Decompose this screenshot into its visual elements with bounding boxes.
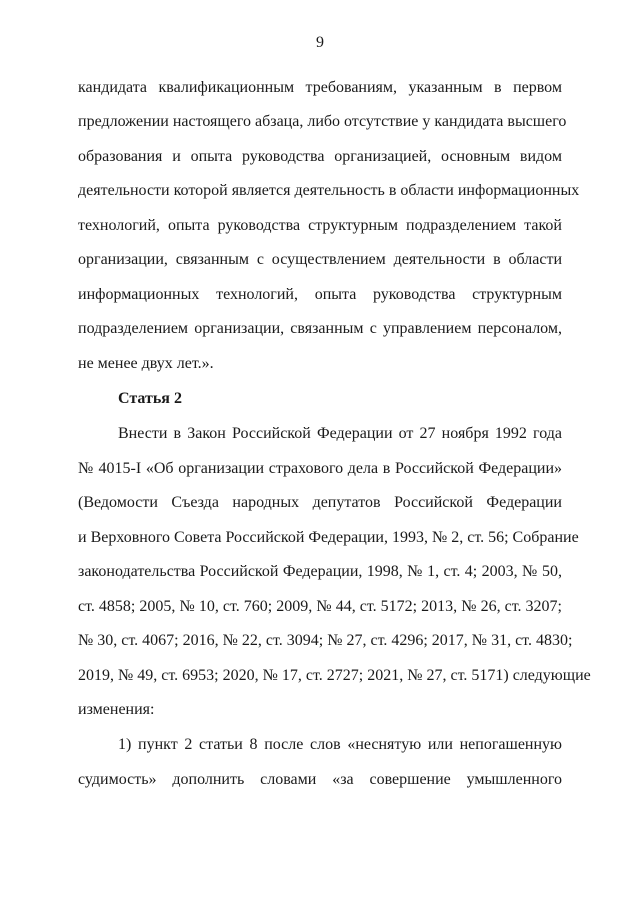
text-line: № 30, ст. 4067; 2016, № 22, ст. 3094; № 27, ст. 4296; 2017, № 31, ст. 4830;	[78, 632, 573, 649]
text-line: информационных технологий, опыта руководства структурным	[78, 286, 562, 303]
text-line: № 4015-I «Об организации страхового дела в Российской Федерации»	[78, 460, 562, 477]
text-line: и Верховного Совета Российской Федерации, 1993, № 2, ст. 56; Собрание	[78, 529, 579, 546]
text-line: образования и опыта руководства организацией, основным видом	[78, 148, 562, 165]
page-number: 9	[316, 34, 324, 51]
text-line: судимость» дополнить словами «за совершение умышленного	[78, 771, 562, 788]
text-line: технологий, опыта руководства структурным подразделением такой	[78, 217, 562, 234]
article-heading: Статья 2	[118, 390, 182, 407]
text-line: предложении настоящего абзаца, либо отсутствие у кандидата высшего	[78, 113, 567, 130]
text-line: не менее двух лет.».	[78, 355, 214, 372]
text-line: деятельности которой является деятельность в области информационных	[78, 182, 580, 199]
text-line: Внести в Закон Российской Федерации от 27 ноября 1992 года	[118, 425, 562, 442]
text-line: организации, связанным с осуществлением деятельности в области	[78, 251, 562, 268]
text-line: 1) пункт 2 статьи 8 после слов «неснятую или непогашенную	[118, 736, 562, 753]
text-line: ст. 4858; 2005, № 10, ст. 760; 2009, № 44, ст. 5172; 2013, № 26, ст. 3207;	[78, 598, 562, 615]
text-line: (Ведомости Съезда народных депутатов Российской Федерации	[78, 494, 562, 511]
text-line: законодательства Российской Федерации, 1998, № 1, ст. 4; 2003, № 50,	[78, 563, 562, 580]
text-line: изменения:	[78, 701, 155, 718]
text-line: подразделением организации, связанным с управлением персоналом,	[78, 320, 562, 337]
text-line: кандидата квалификационным требованиям, указанным в первом	[78, 79, 562, 96]
text-line: 2019, № 49, ст. 6953; 2020, № 17, ст. 2727; 2021, № 27, ст. 5171) следующие	[78, 667, 591, 684]
